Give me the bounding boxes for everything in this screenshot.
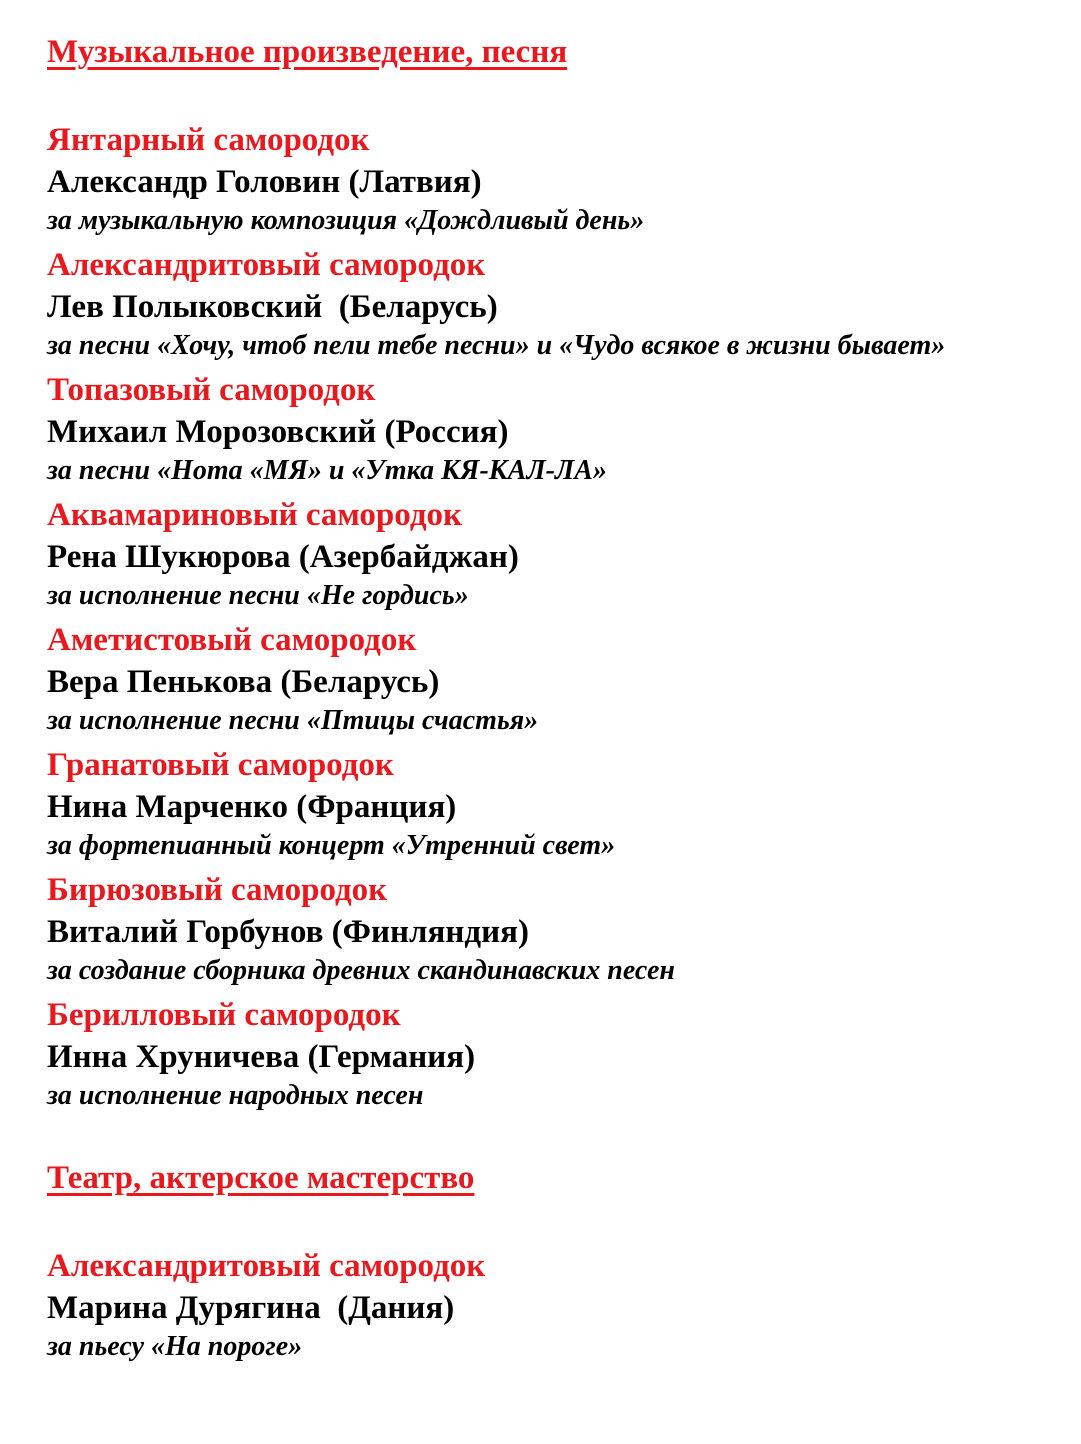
award-description: за песни «Нота «МЯ» и «Утка КЯ-КАЛ-ЛА» (47, 455, 607, 486)
awardee-name: Виталий Горбунов (Финляндия) (47, 914, 529, 950)
section-music (47, 30, 1047, 1118)
award-description: за исполнение песни «Птицы счастья» (47, 705, 539, 736)
award-entry (47, 368, 1047, 493)
awardee-name: Лев Полыковский (Беларусь) (47, 289, 498, 325)
award-description: за исполнение песни «Не гордись» (47, 580, 469, 611)
award-description: за фортепианный концерт «Утренний свет» (47, 830, 616, 861)
award-name: Топазовый самородок (47, 372, 376, 408)
award-name: Аквамариновый самородок (47, 497, 463, 533)
section-theatre (47, 1156, 1047, 1369)
document-page (47, 30, 1047, 1369)
award-description: за создание сборника древних скандинавских песен (47, 955, 675, 986)
awardee-name: Рена Шукюрова (Азербайджан) (47, 539, 519, 575)
award-name: Бирюзовый самородок (47, 872, 388, 908)
award-name: Берилловый самородок (47, 997, 401, 1033)
award-entry (47, 993, 1047, 1118)
award-entry (47, 118, 1047, 243)
award-name: Александритовый самородок (47, 247, 486, 283)
awardee-name: Марина Дурягина (Дания) (47, 1290, 455, 1326)
award-entry (47, 493, 1047, 618)
award-entry (47, 1244, 1047, 1369)
award-name: Янтарный самородок (47, 122, 370, 158)
award-description: за музыкальную композиция «Дождливый день» (47, 205, 645, 236)
award-name: Александритовый самородок (47, 1248, 486, 1284)
award-entry (47, 618, 1047, 743)
award-description: за пьесу «На пороге» (47, 1331, 303, 1362)
award-name: Аметистовый самородок (47, 622, 417, 658)
section-title: Театр, актерское мастерство (47, 1160, 475, 1196)
section-title: Музыкальное произведение, песня (47, 34, 568, 70)
award-entry (47, 868, 1047, 993)
award-name: Гранатовый самородок (47, 747, 394, 783)
award-entry (47, 743, 1047, 868)
awardee-name: Михаил Морозовский (Россия) (47, 414, 509, 450)
awardee-name: Инна Хруничева (Германия) (47, 1039, 476, 1075)
award-entry (47, 243, 1047, 368)
awardee-name: Александр Головин (Латвия) (47, 164, 482, 200)
award-description: за песни «Хочу, чтоб пели тебе песни» и «Чудо всякое в жизни бывает» (47, 330, 946, 361)
award-description: за исполнение народных песен (47, 1080, 424, 1111)
awardee-name: Нина Марченко (Франция) (47, 789, 457, 825)
awardee-name: Вера Пенькова (Беларусь) (47, 664, 440, 700)
